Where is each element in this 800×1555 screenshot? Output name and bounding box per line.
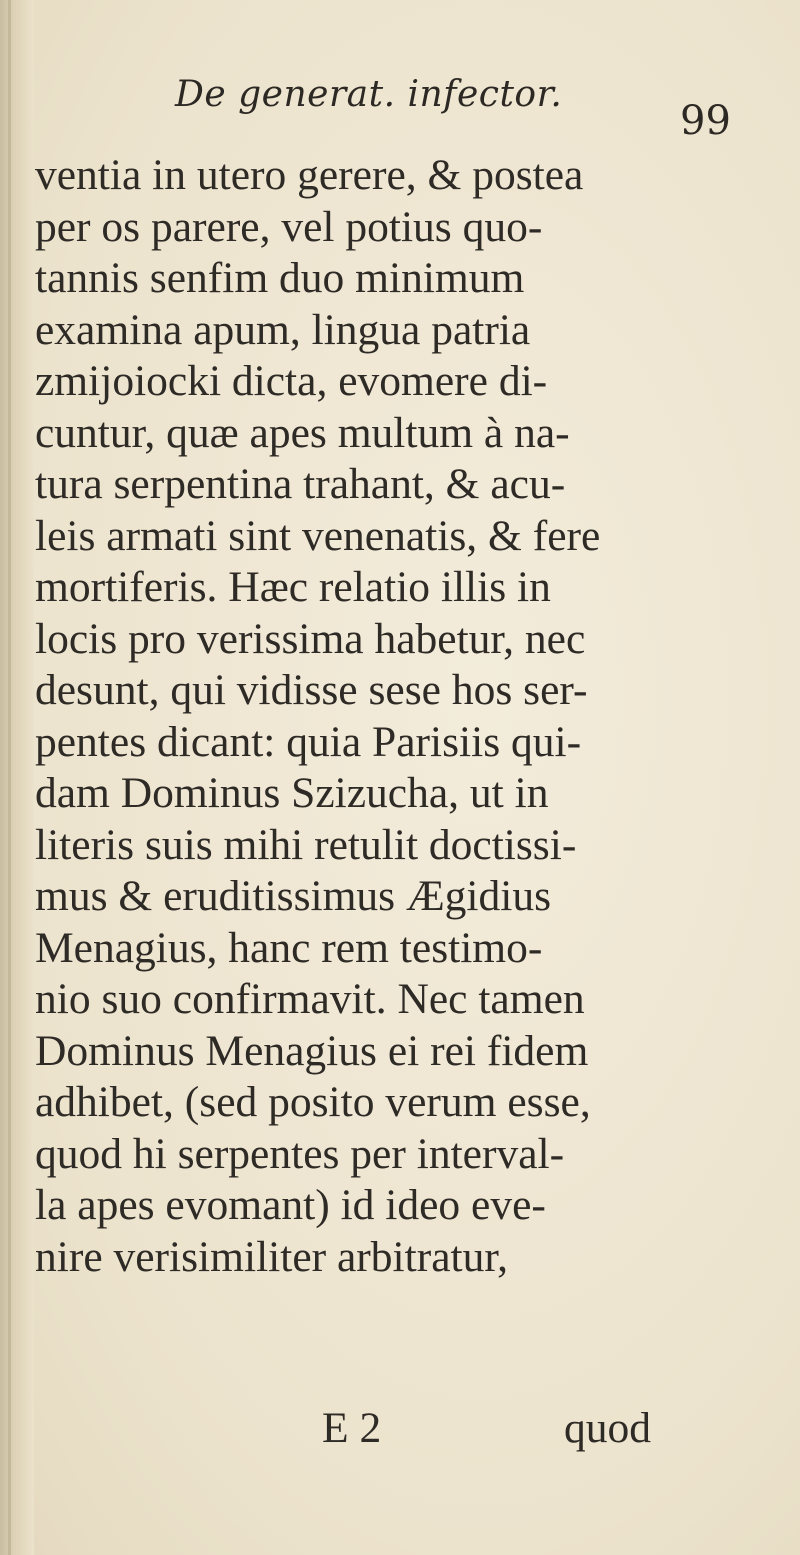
page-gutter	[0, 0, 34, 1555]
text-line: locis pro verissima habetur, nec	[35, 614, 586, 663]
text-line: leis armati sint venenatis, & fere	[35, 511, 601, 560]
text-line: la apes evomant) id ideo eve-	[35, 1181, 546, 1229]
text-line: mus & eruditissimus Ægidius	[35, 872, 552, 920]
text-line: desunt, qui vidisse sese hos ser-	[35, 666, 588, 714]
signature-mark: E 2	[322, 1404, 382, 1452]
text-line: cuntur, quæ apes multum à na-	[35, 408, 570, 457]
text-line: quod hi serpentes per interval-	[35, 1129, 565, 1178]
text-line: mortiferis. Hæc relatio illis in	[35, 563, 551, 611]
text-line: tannis senfim duo minimum	[35, 254, 525, 302]
text-line: ventia in utero gerere, & postea	[35, 151, 584, 199]
text-line: literis suis mihi retulit doctissi-	[35, 820, 577, 869]
text-line: per os parere, vel potius quo-	[35, 202, 543, 251]
text-line: Dominus Menagius ei rei fidem	[35, 1026, 589, 1075]
text-line: dam Dominus Szizucha, ut in	[35, 769, 549, 817]
catchword: quod	[564, 1404, 651, 1452]
text-line: Menagius, hanc rem testimo-	[35, 923, 543, 972]
text-line: tura serpentina trahant, & acu-	[35, 460, 566, 508]
running-head: De generat. infector.	[175, 74, 563, 115]
text-line: nire verisimiliter arbitratur,	[35, 1232, 508, 1281]
text-line: examina apum, lingua patria	[35, 305, 531, 354]
body-text	[35, 150, 755, 1283]
binding-edge	[8, 0, 11, 1555]
text-line: zmijoiocki dicta, evomere di-	[35, 357, 548, 405]
text-line: adhibet, (sed posito verum esse,	[35, 1078, 591, 1126]
text-line: nio suo confirmavit. Nec tamen	[35, 975, 585, 1023]
text-line: pentes dicant: quia Parisiis qui-	[35, 717, 582, 766]
page-number: 99	[680, 98, 731, 144]
